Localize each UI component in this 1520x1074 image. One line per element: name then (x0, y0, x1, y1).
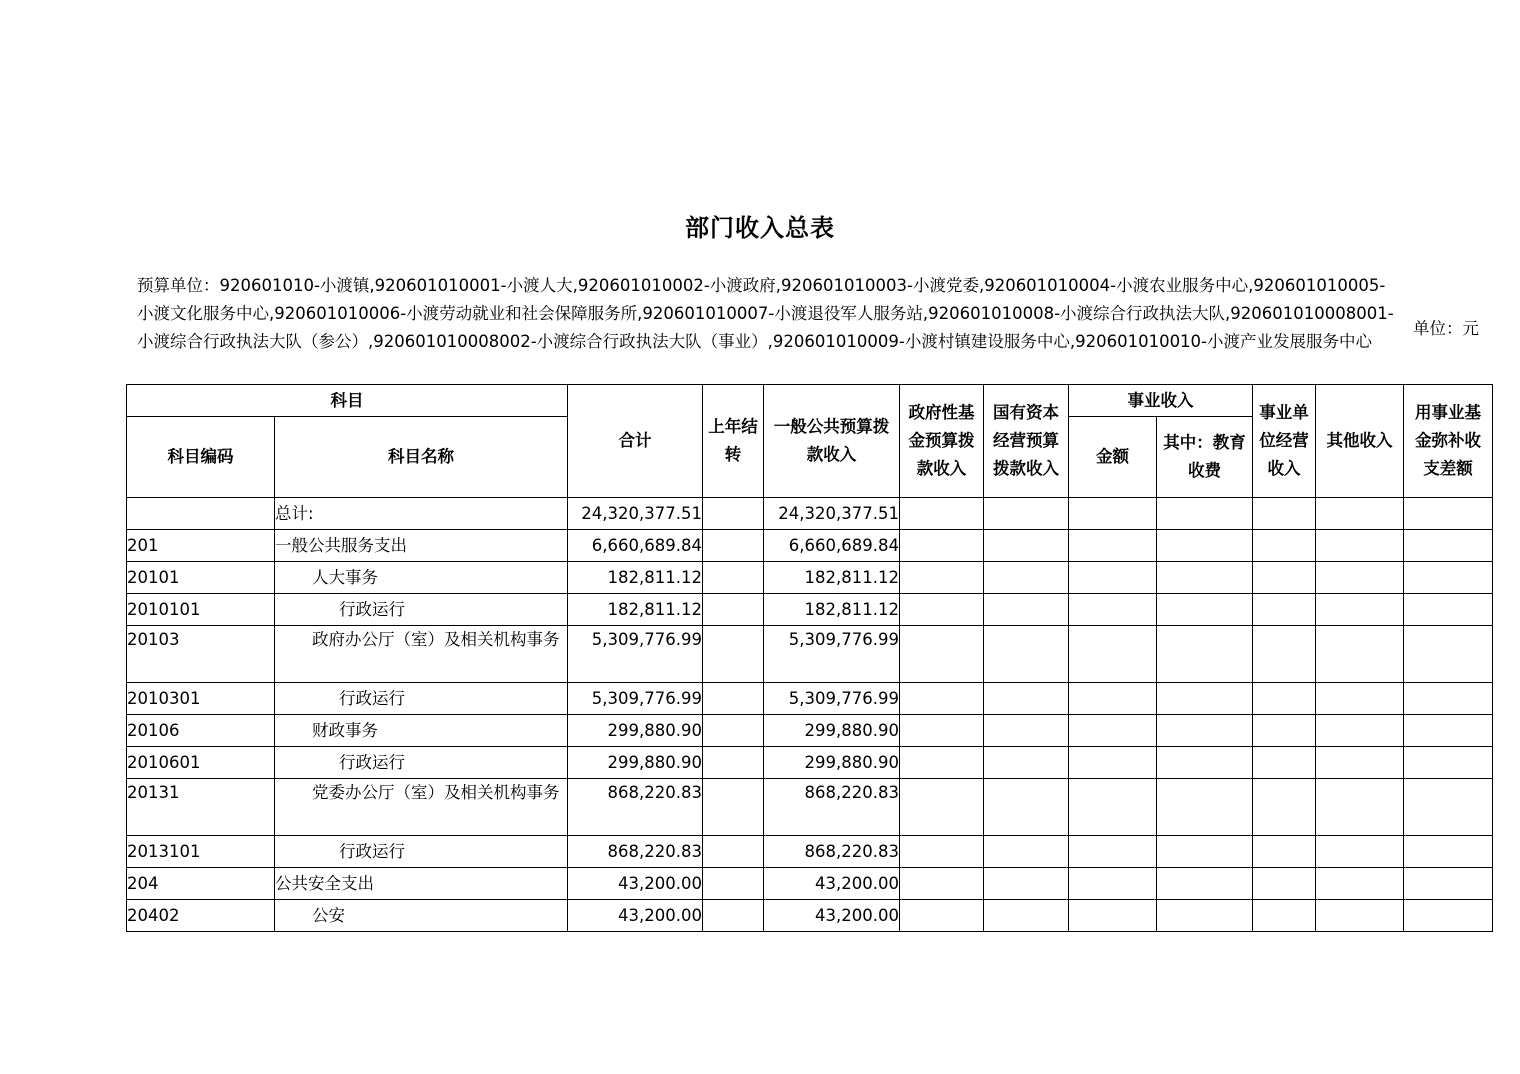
page-title: 部门收入总表 (685, 214, 835, 242)
table-row (127, 498, 1493, 530)
row-name: 财政事务 (275, 715, 568, 747)
row-general-budget: 182,811.12 (764, 562, 900, 594)
row-total: 43,200.00 (568, 868, 703, 900)
row-code: 20131 (127, 779, 275, 836)
table-row (127, 836, 1493, 868)
row-total: 5,309,776.99 (568, 683, 703, 715)
row-code: 201 (127, 530, 275, 562)
row-name: 党委办公厅（室）及相关机构事务 (275, 779, 568, 836)
row-code: 20103 (127, 626, 275, 683)
header-other-income: 其他收入 (1316, 385, 1404, 498)
row-general-budget: 299,880.90 (764, 747, 900, 779)
row-general-budget: 182,811.12 (764, 594, 900, 626)
table-row (127, 683, 1493, 715)
table-row (127, 747, 1493, 779)
row-total: 182,811.12 (568, 562, 703, 594)
header-public-income: 事业收入 (1069, 385, 1253, 417)
row-total: 24,320,377.51 (568, 498, 703, 530)
row-name: 人大事务 (275, 562, 568, 594)
row-code: 2010601 (127, 747, 275, 779)
row-name: 行政运行 (275, 683, 568, 715)
row-name: 行政运行 (275, 747, 568, 779)
row-code: 2013101 (127, 836, 275, 868)
header-subject-name: 科目名称 (275, 417, 568, 498)
row-name: 行政运行 (275, 836, 568, 868)
table-row (127, 530, 1493, 562)
table-row (127, 715, 1493, 747)
row-general-budget: 299,880.90 (764, 715, 900, 747)
header-total: 合计 (568, 385, 703, 498)
header-fund-offset: 用事业基金弥补收支差额 (1404, 385, 1493, 498)
row-code: 20106 (127, 715, 275, 747)
budget-unit-description: 预算单位：920601010-小渡镇,920601010001-小渡人大,920601010002-小渡政府,920601010003-小渡党委,920601010004-小渡农业服务中心,920601010005-小渡文化服务中心,920601010006-小渡劳动就业和社会保障服务所,920601010007-小渡退役军人服务站,920601010008-小渡综合行政执法大队,920601010008001-小渡综合行政执法大队（参公）,920601010008002-小渡综合行政执法大队（事业）,920601010009-小渡村镇建设服务中心,920601010010-小渡产业发展服务中心 (137, 276, 1394, 351)
header-edu-fee: 其中：教育收费 (1157, 417, 1253, 498)
row-code: 20101 (127, 562, 275, 594)
header-amount: 金额 (1069, 417, 1157, 498)
table-row (127, 626, 1493, 683)
row-name: 总计: (275, 498, 568, 530)
row-total: 868,220.83 (568, 779, 703, 836)
row-total: 182,811.12 (568, 594, 703, 626)
header-general-budget: 一般公共预算拨款收入 (764, 385, 900, 498)
row-code: 20402 (127, 900, 275, 932)
row-total: 6,660,689.84 (568, 530, 703, 562)
table-row (127, 779, 1493, 836)
table-row (127, 594, 1493, 626)
row-total: 299,880.90 (568, 715, 703, 747)
row-total: 299,880.90 (568, 747, 703, 779)
row-code: 204 (127, 868, 275, 900)
currency-unit-label: 单位：元 (1413, 319, 1479, 338)
row-general-budget: 24,320,377.51 (764, 498, 900, 530)
row-total: 5,309,776.99 (568, 626, 703, 683)
table-row (127, 868, 1493, 900)
row-name: 行政运行 (275, 594, 568, 626)
row-name: 公安 (275, 900, 568, 932)
income-summary-table (126, 384, 1493, 932)
row-general-budget: 6,660,689.84 (764, 530, 900, 562)
row-general-budget: 868,220.83 (764, 779, 900, 836)
row-code (127, 498, 275, 530)
header-business-income: 事业单位经营收入 (1253, 385, 1316, 498)
table-row (127, 900, 1493, 932)
table-row (127, 562, 1493, 594)
row-name: 政府办公厅（室）及相关机构事务 (275, 626, 568, 683)
header-state-capital: 国有资本经营预算拨款收入 (984, 385, 1069, 498)
header-subject-code: 科目编码 (127, 417, 275, 498)
row-name: 公共安全支出 (275, 868, 568, 900)
row-total: 43,200.00 (568, 900, 703, 932)
row-total: 868,220.83 (568, 836, 703, 868)
row-general-budget: 43,200.00 (764, 900, 900, 932)
row-general-budget: 5,309,776.99 (764, 683, 900, 715)
row-code: 2010301 (127, 683, 275, 715)
row-general-budget: 43,200.00 (764, 868, 900, 900)
row-code: 2010101 (127, 594, 275, 626)
row-general-budget: 868,220.83 (764, 836, 900, 868)
row-name: 一般公共服务支出 (275, 530, 568, 562)
row-general-budget: 5,309,776.99 (764, 626, 900, 683)
header-carryover: 上年结转 (703, 385, 764, 498)
header-subject: 科目 (127, 385, 568, 417)
header-gov-fund: 政府性基金预算拨款收入 (900, 385, 984, 498)
